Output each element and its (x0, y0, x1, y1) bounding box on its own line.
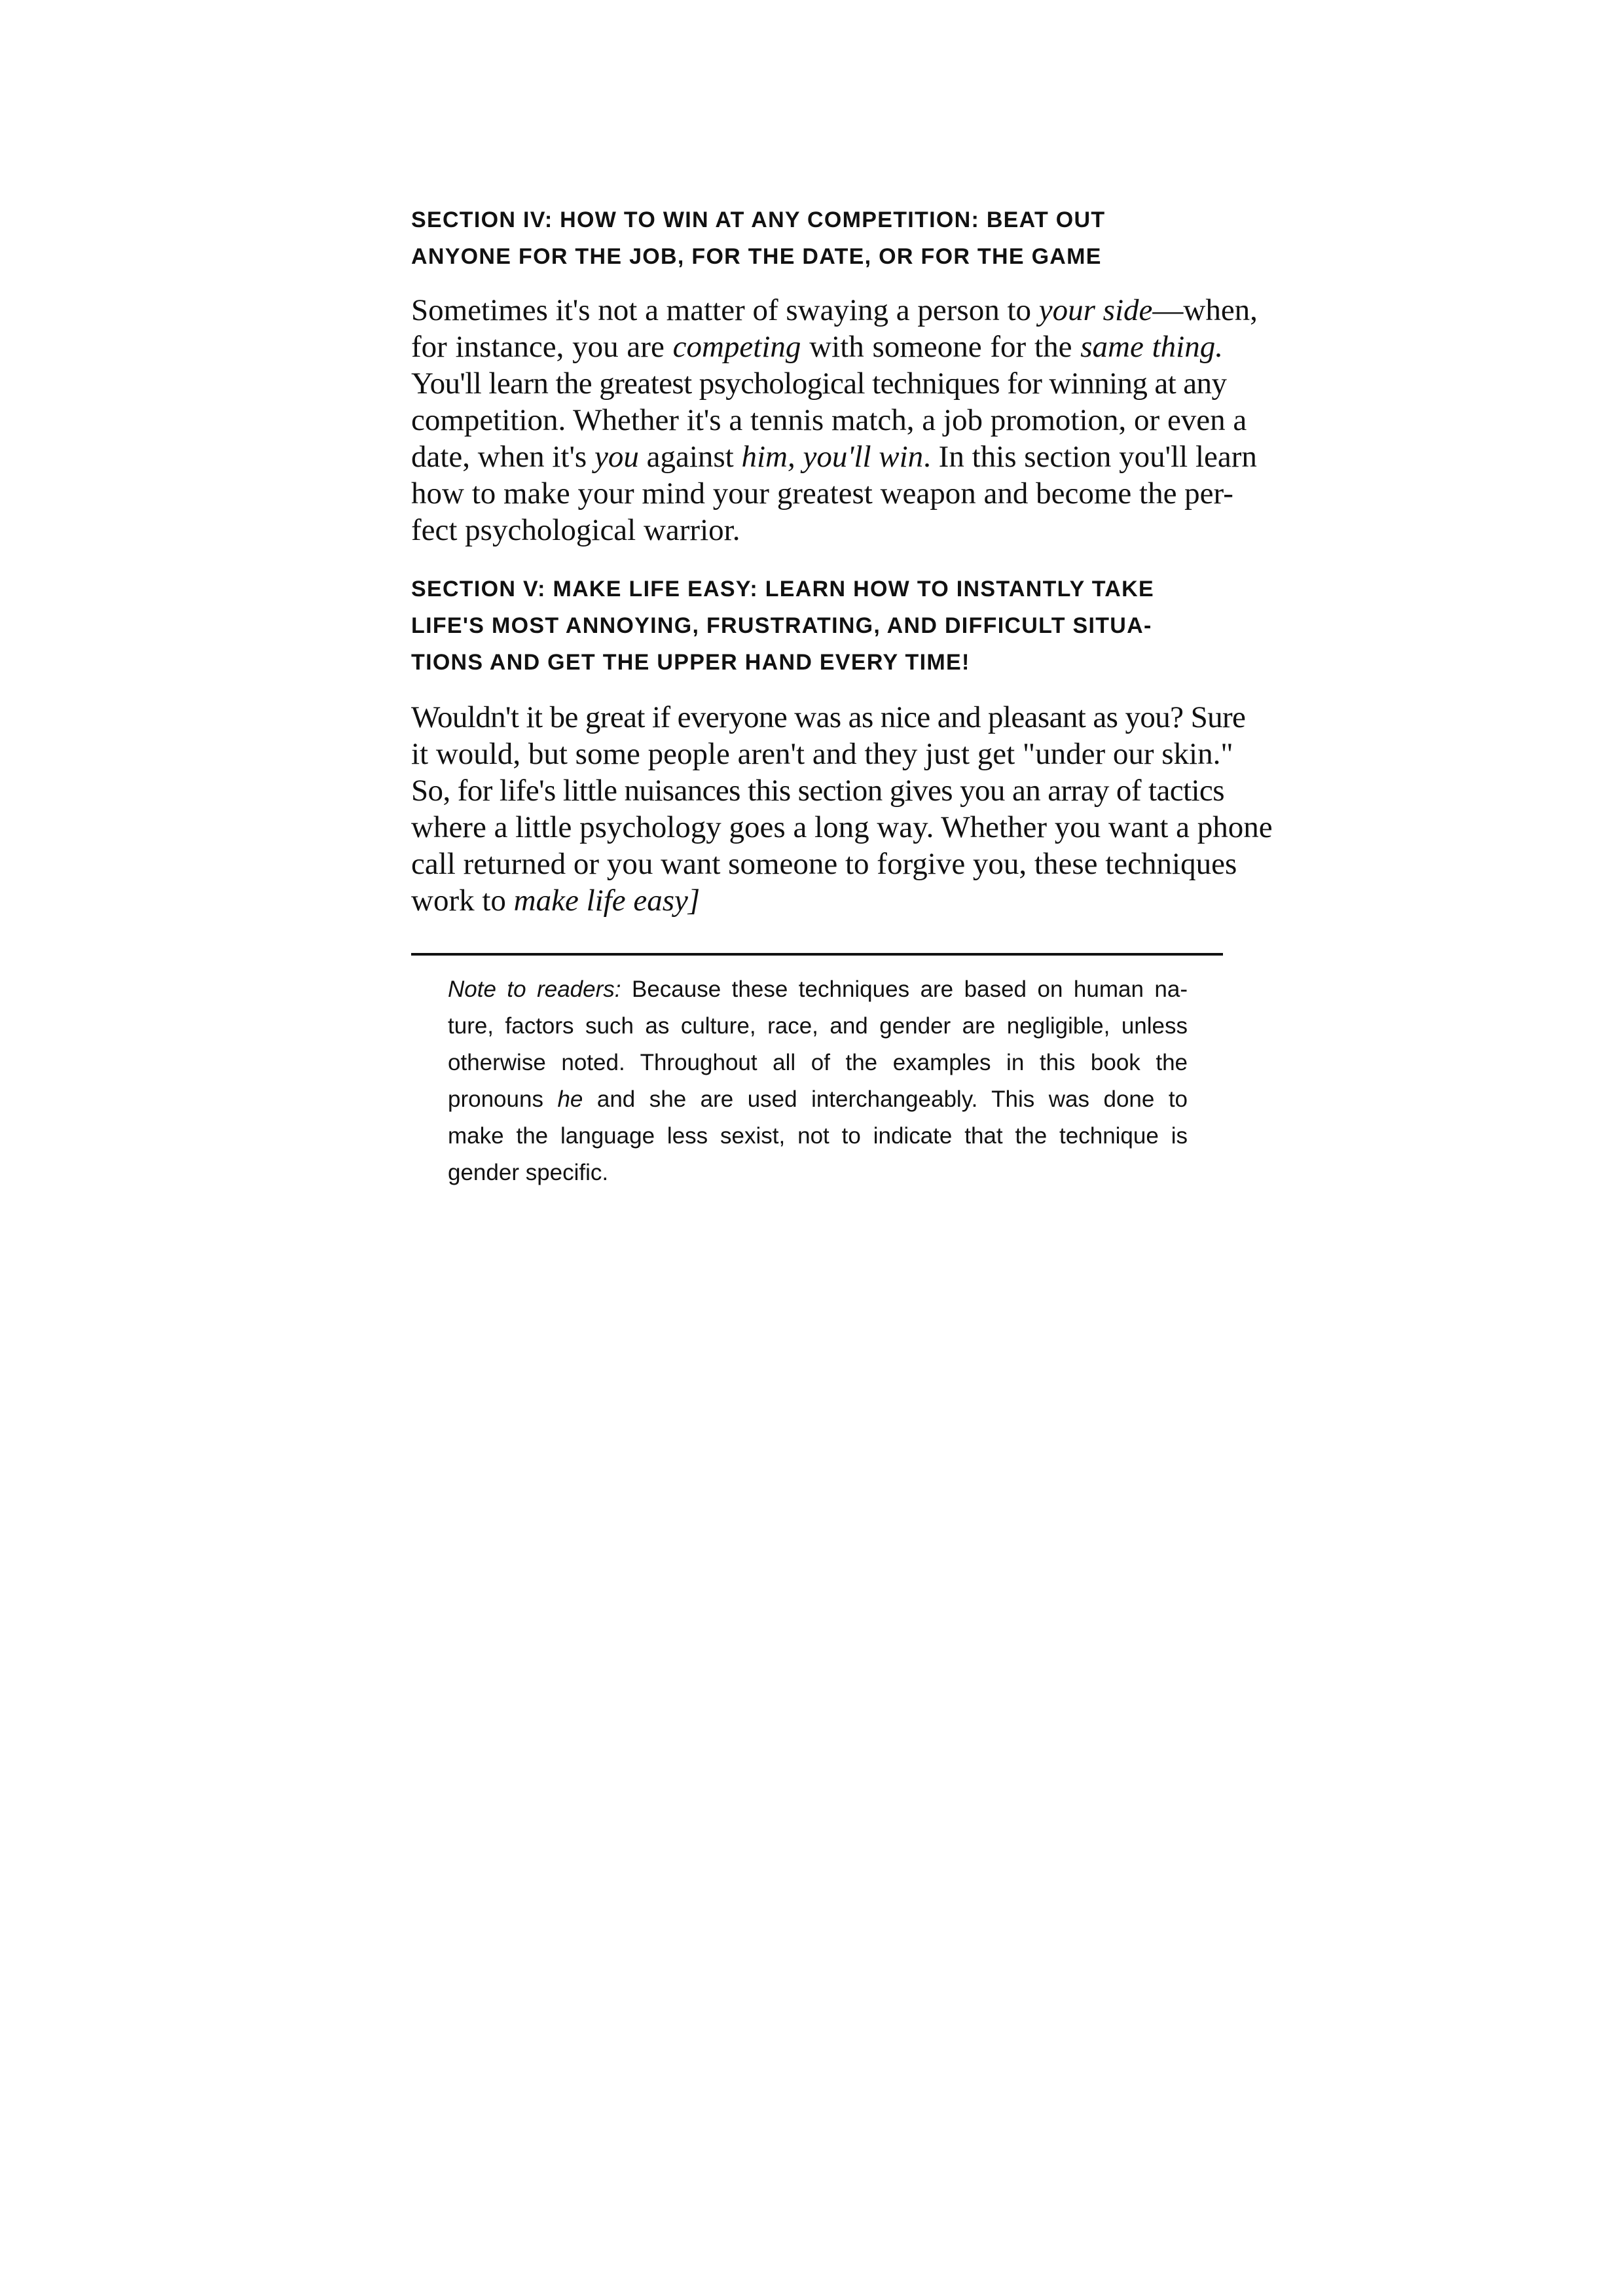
note-line: make the language less sexist, not to indicate that the technique is (448, 1123, 1188, 1149)
section-iv-paragraph (411, 292, 1258, 548)
paragraph-line: call returned or you want someone to forgive you, these techniques (411, 847, 1237, 881)
heading-line: LIFE'S MOST ANNOYING, FRUSTRATING, AND DIFFICULT SITUA- (411, 613, 1152, 638)
paragraph-line: So, for life's little nuisances this section gives you an array of tactics (411, 774, 1224, 808)
paragraph-line: fect psychological warrior. (411, 513, 740, 547)
section-v-paragraph (411, 699, 1273, 919)
heading-line: ANYONE FOR THE JOB, FOR THE DATE, OR FOR THE GAME (411, 244, 1102, 269)
paragraph-line: where a little psychology goes a long way. Whether you want a phone (411, 810, 1273, 844)
paragraph-line: date, when it's you against him, you'll win. In this section you'll learn (411, 440, 1257, 474)
section-iv-heading (411, 202, 1223, 275)
paragraph-line: for instance, you are competing with someone for the same thing. (411, 330, 1223, 364)
paragraph-line: Wouldn't it be great if everyone was as nice and pleasant as you? Sure (411, 700, 1246, 734)
paragraph-line: competition. Whether it's a tennis match, a job promotion, or even a (411, 403, 1247, 437)
heading-line: SECTION V: MAKE LIFE EASY: LEARN HOW TO INSTANTLY TAKE (411, 577, 1154, 601)
note-line: otherwise noted. Throughout all of the examples in this book the (448, 1050, 1188, 1075)
heading-line: SECTION IV: HOW TO WIN AT ANY COMPETITION: BEAT OUT (411, 207, 1106, 232)
footnote-divider (411, 953, 1223, 956)
paragraph-line: it would, but some people aren't and they just get "under our skin." (411, 737, 1233, 771)
note-to-readers (448, 971, 1188, 1191)
note-line: Note to readers: Because these techniques are based on human na- (448, 977, 1188, 1002)
note-line: pronouns he and she are used interchangeably. This was done to (448, 1086, 1188, 1112)
heading-line: TIONS AND GET THE UPPER HAND EVERY TIME! (411, 650, 970, 675)
paragraph-line: Sometimes it's not a matter of swaying a person to your side—when, (411, 293, 1258, 327)
paragraph-line: You'll learn the greatest psychological techniques for winning at any (411, 367, 1227, 401)
paragraph-line: work to make life easy] (411, 884, 701, 918)
note-line: gender specific. (448, 1160, 609, 1185)
paragraph-line: how to make your mind your greatest weapon and become the per- (411, 476, 1233, 511)
note-line: ture, factors such as culture, race, and gender are negligible, unless (448, 1013, 1188, 1039)
page-content (411, 202, 1273, 1191)
section-v-heading (411, 571, 1223, 681)
